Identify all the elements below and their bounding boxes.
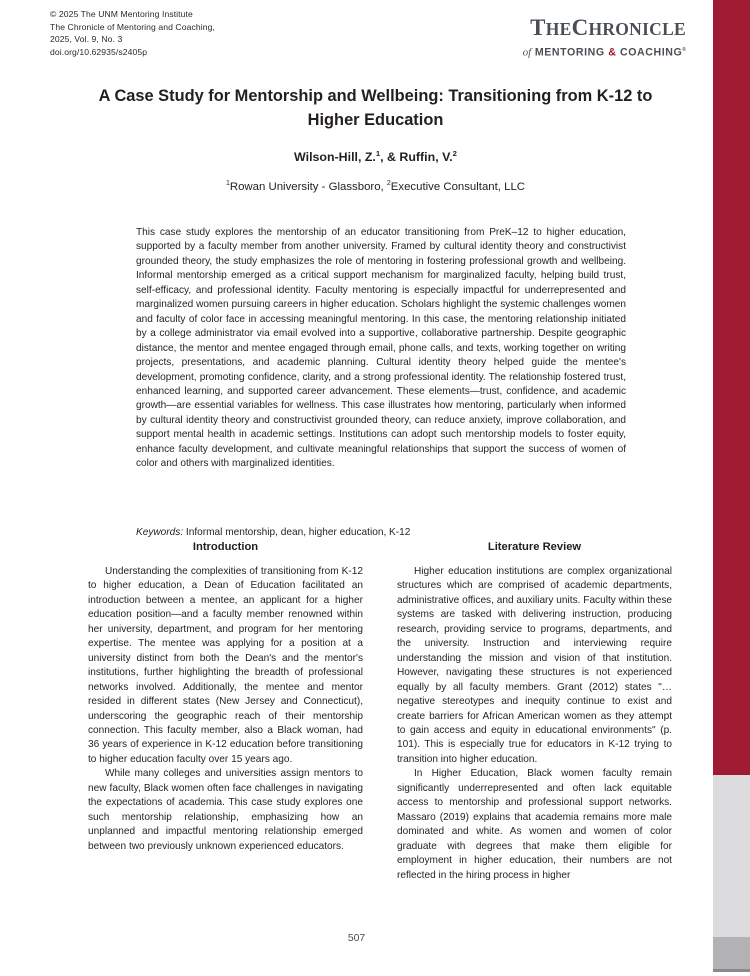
body-columns bbox=[88, 540, 672, 905]
imprint-line-copyright: © 2025 The UNM Mentoring Institute bbox=[50, 9, 193, 19]
imprint-line-volume: 2025, Vol. 9, No. 3 bbox=[50, 34, 123, 45]
masthead-sub-coaching: COACHING bbox=[619, 46, 683, 59]
imprint-block bbox=[50, 8, 215, 58]
masthead-sub-mentoring: MENTORING bbox=[534, 46, 605, 59]
author-one-affiliation-marker: 1 bbox=[375, 148, 381, 158]
column-right bbox=[397, 540, 672, 905]
imprint-line-journal: The Chronicle of Mentoring and Coaching, bbox=[50, 21, 215, 32]
masthead-title-c: C bbox=[571, 15, 589, 40]
masthead-title bbox=[523, 16, 686, 41]
author-one: Wilson-Hill, Z. bbox=[294, 150, 376, 164]
masthead-subtitle bbox=[523, 44, 686, 59]
author-two-affiliation-marker: 2 bbox=[452, 148, 457, 158]
page-title: A Case Study for Mentorship and Wellbeing: Transitioning from K-12 to Higher Education bbox=[98, 87, 653, 129]
journal-masthead-logo bbox=[523, 16, 686, 59]
affiliation-marker-one: 1 bbox=[225, 180, 230, 188]
abstract-text: This case study explores the mentorship of an educator transitioning from PreK–12 to higher education, supported by a faculty member from another university. Framed by cultural identity theory and constructivist grounded theory, the study emphasizes the role of mentoring in fostering professional growth and wellbeing. Informal mentorship emerged as a critical support mechanism for marginalized faculty, helping build trust, self-efficacy, and professional identity. Faculty mentoring is especially impactful for underrepresented and marginalized women pursuing careers in higher education. Scholars highlight the systemic challenges women and faculty of color face in accessing meaningful mentoring. In this case, the mentoring relationship initiated by a college administrator via email evolved into a supportive, collaborative partnership. Despite geographic distance, the mentor and mentee engaged through email, phone calls, and texts, working together on writing projects, presentations, and academic planning. Cultural identity theory helped guide the mentee's development, promoting confidence, clarity, and a strong professional identity. The relationship fostered trust, enhanced learning, and supported career advancement. These elements—trust, confidence, and academic growth—are essential variables for wellness. This case illustrates how mentoring, particularly when informed by cultural identity theory and constructivist grounded theory, can reduce anxiety, improve collaboration, and support mental health in academic settings. Institutions can adopt such mentorship models to foster equity, enhance faculty development, and cultivate meaningful relationships that support the success of women of color and others with marginalized identities. bbox=[136, 227, 626, 470]
affiliation-marker-two: 2 bbox=[386, 180, 391, 188]
keywords-line bbox=[136, 526, 626, 540]
masthead-sub-ampersand: & bbox=[608, 46, 617, 59]
author-line bbox=[88, 150, 663, 164]
affiliation-line bbox=[88, 181, 663, 193]
rail-baseline bbox=[713, 969, 750, 972]
imprint-line-doi: doi.org/10.62935/s2405p bbox=[50, 46, 148, 57]
masthead-sub-of: of bbox=[522, 46, 532, 59]
masthead-title-he: HE bbox=[545, 19, 572, 39]
affiliation-one: Rowan University - Glassboro, bbox=[229, 181, 387, 193]
grey-accent-rail bbox=[713, 775, 750, 937]
masthead-title-t: T bbox=[530, 15, 546, 40]
keywords-value: Informal mentorship, dean, higher education, K-12 bbox=[183, 527, 411, 538]
page-header bbox=[0, 0, 713, 78]
page-number: 507 bbox=[347, 933, 366, 944]
paragraph: Higher education institutions are complex organizational structures which are comprised of academic departments, administrative offices, and auxiliary units. Faculty within these systems are tasked with delivering instruction, producing research, providing service to programs, departments, and the university. Instruction and interviewing require understanding the mission and vision of that institution. However, navigating these structures is not experienced equally by all faculty members. Grant (2012) states "… negative stereotypes and inequity continue to exist and create barriers for African American women as they attempt to gain access and equity in educational environments" (p. 101). This is especially true for educators in K-12 trying to transition into higher education. bbox=[397, 566, 672, 765]
section-heading-introduction: Introduction bbox=[192, 541, 259, 553]
red-accent-rail bbox=[713, 0, 750, 775]
paragraph: In Higher Education, Black women faculty remain significantly underrepresented and often lack equitable access to mentorship and professional support networks. Massaro (2019) explains that academia remains more male dominated and white. As women and women of color graduate with degrees that make them eligible for employment in higher education, their numbers are not reflected in the hiring process in higher bbox=[397, 768, 672, 881]
registered-trademark-icon: ® bbox=[682, 47, 686, 53]
masthead-title-hronicle: HRONICLE bbox=[588, 19, 686, 39]
dark-grey-accent-rail bbox=[713, 937, 750, 969]
paragraph: Understanding the complexities of transitioning from K-12 to higher education, a Dean of Education facilitated an introduction between a mentee, an applicant for a higher education position—and a faculty member renowned within her university, department, and program for her mentoring expertise. The mentee was applying for a position at a university distinct from both the Dean's and the mentor's institutions, further highlighting the breadth of professional networks involved. Additionally, the mentee and mentor resided in different states (New Jersey and Connecticut), underscoring the geographic reach of their mentorship connection. This faculty member, also a Black woman, had 36 years of experience in K-12 education before transitioning to higher education faculty over 15 years ago. bbox=[88, 566, 363, 765]
column-left bbox=[88, 540, 363, 905]
keywords-label: Keywords: bbox=[136, 527, 184, 538]
author-separator: , & Ruffin, V. bbox=[380, 150, 453, 164]
paragraph: While many colleges and universities assign mentors to new faculty, Black women often face challenges in navigating the expectations of academia. This case study explores one such mentorship relationship, emphasizing how an unplanned and impactful mentoring relationship emerged between two previously unknown experienced educators. bbox=[88, 768, 363, 852]
affiliation-two: Executive Consultant, LLC bbox=[390, 181, 526, 193]
section-heading-literature-review: Literature Review bbox=[487, 541, 582, 553]
